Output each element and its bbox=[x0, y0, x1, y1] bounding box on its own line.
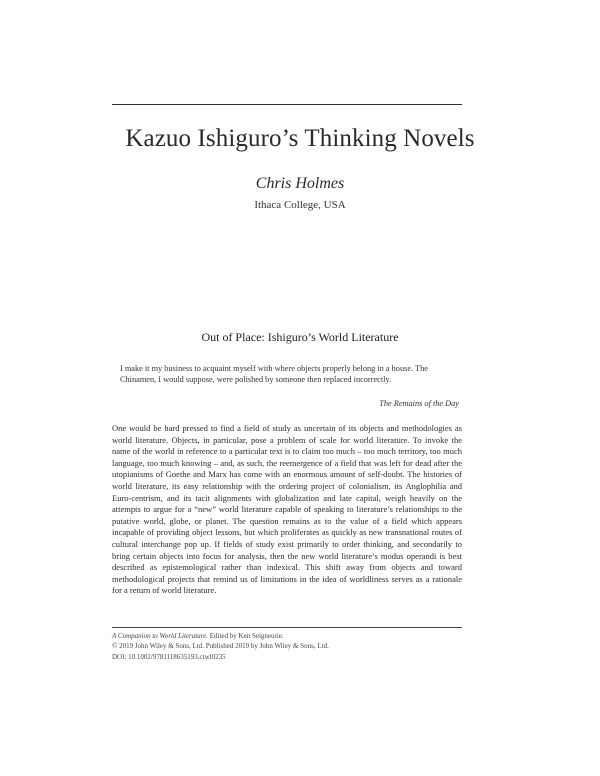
footer-citation-line bbox=[112, 631, 462, 641]
page-title: Kazuo Ishiguro’s Thinking Novels bbox=[125, 125, 475, 152]
body-paragraph: One would be hard pressed to find a field of study as uncertain of its objects and methodologies as world literature. Objects, in particular, pose a problem of scale for world literature. To invoke the name of the world in reference to a particular text is to claim too much – too much territory, too much language, too much knowing – and, as such, the reemergence of a field that was left for dead after the utopianisms of Goethe and Marx has come with an enormous amount of self-doubt. The histories of world literature, its easy relationship with the ordering project of colonialism, its Anglophilia and Euro-centrism, and its tacit alignments with globalization and late capital, weigh heavily on the attempts to argue for a “new” world literature capable of speaking to literature’s relationships to the putative world, globe, or planet. The question remains as to the value of a field which appears incapable of providing object lessons, but which proliferates as quickly as new transnational routes of cultural interchange pop up. If fields of study exist primarily to order thinking, and secondarily to bring certain objects into focus for analysis, then the new world literature’s modus operandi is best described as epistemological rather than indexical. This shift away from objects and toward methodological projects that remind us of limitations in the idea of worldliness serves as a rationale for a return of world literature. bbox=[112, 423, 462, 596]
author-name: Chris Holmes bbox=[255, 175, 345, 192]
epigraph-text: I make it my business to acquaint myself with where objects properly belong in a house. The Chinamen, I would suppose, were polished by someone then replaced incorrectly. bbox=[120, 364, 428, 384]
footer-editor: Edited by Ken Seigneurie. bbox=[208, 632, 284, 640]
footer-book-title: A Companion to World Literature. bbox=[112, 632, 209, 640]
section-heading: Out of Place: Ishiguro’s World Literature bbox=[201, 330, 399, 344]
author-affiliation: Ithaca College, USA bbox=[254, 199, 346, 211]
footer bbox=[112, 631, 462, 662]
footer-doi: DOI: 10.1002/9781118635193.ctwl0235 bbox=[112, 652, 226, 661]
epigraph-source: The Remains of the Day bbox=[379, 399, 459, 408]
footer-copyright: © 2019 John Wiley & Sons, Ltd. Published 2019 by John Wiley & Sons, Ltd. bbox=[112, 642, 329, 651]
footer-rule bbox=[112, 627, 462, 628]
top-rule bbox=[112, 104, 462, 105]
